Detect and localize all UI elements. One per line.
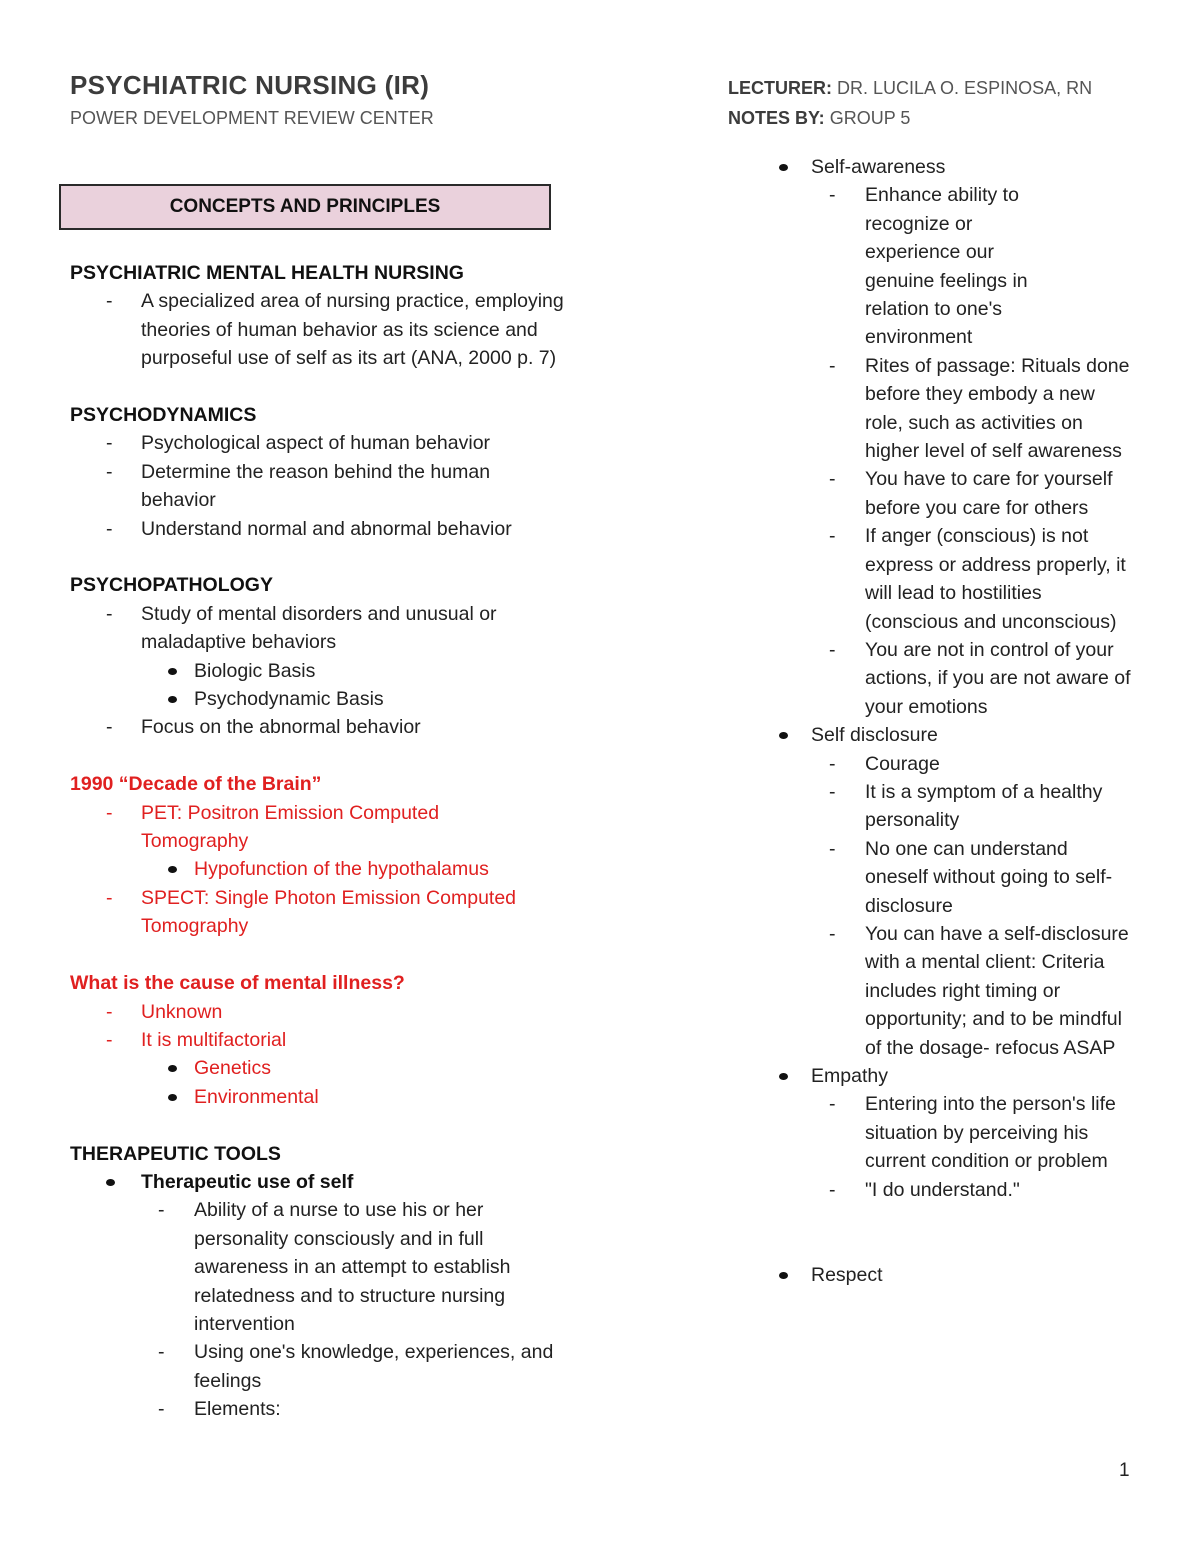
sub-list-item: Biologic Basis <box>70 657 570 685</box>
list-item: - Determine the reason behind the human behavior <box>70 458 570 515</box>
sub-list-item: - Elements: <box>70 1395 570 1423</box>
list-item: - Understand normal and abnormal behavior <box>70 515 570 543</box>
heading-decade-of-the-brain: 1990 “Decade of the Brain” <box>70 773 322 796</box>
list-item: Therapeutic use of self <box>70 1168 570 1196</box>
sub-list-item: - No one can understand oneself without going to self-disclosure <box>776 835 1136 920</box>
heading-psychodynamics: PSYCHODYNAMICS <box>70 404 257 427</box>
list-item: Empathy <box>776 1062 1136 1090</box>
heading-pmhn: PSYCHIATRIC MENTAL HEALTH NURSING <box>70 262 464 284</box>
list-item: Self-awareness <box>776 153 1136 181</box>
notes-by-line <box>728 108 910 129</box>
heading-cause-of-mental-illness: What is the cause of mental illness? <box>70 972 405 995</box>
list-item: - Psychological aspect of human behavior <box>70 429 570 457</box>
list-item: - Focus on the abnormal behavior <box>70 713 570 741</box>
sub-list-item: - You have to care for yourself before you care for others <box>776 465 1136 522</box>
lecturer-value: DR. LUCILA O. ESPINOSA, RN <box>837 78 1093 98</box>
heading-psychopathology: PSYCHOPATHOLOGY <box>70 574 273 597</box>
sub-list-item: - Courage <box>776 750 1136 778</box>
list-item: - SPECT: Single Photon Emission Computed Tomography <box>70 884 570 941</box>
page-number: 1 <box>1119 1460 1130 1481</box>
sub-list-item: Hypofunction of the hypothalamus <box>70 855 570 883</box>
sub-list-item: - It is a symptom of a healthy personality <box>776 778 1136 835</box>
sub-list-item: - "I do understand." <box>776 1176 1136 1204</box>
list-item: - Study of mental disorders and unusual or maladaptive behaviors <box>70 600 570 657</box>
sub-list-item: Genetics <box>70 1054 570 1082</box>
right-column <box>776 153 1136 1289</box>
lecturer-label: LECTURER: <box>728 78 832 98</box>
section-banner: CONCEPTS AND PRINCIPLES <box>59 184 551 230</box>
list-item: - It is multifactorial <box>70 1026 570 1054</box>
sub-list-item: Psychodynamic Basis <box>70 685 570 713</box>
list-item: - A specialized area of nursing practice, employing theories of human behavior as its science and purposeful use of self as its art (ANA, 2000 p. 7) <box>70 287 570 372</box>
sub-list-item: - You are not in control of your actions, if you are not aware of your emotions <box>776 636 1136 721</box>
notes-by-value: GROUP 5 <box>829 108 911 128</box>
heading-therapeutic-tools: THERAPEUTIC TOOLS <box>70 1142 281 1165</box>
list-item: Self disclosure <box>776 721 1136 749</box>
sub-list-item: - Entering into the person's life situation by perceiving his current condition or problem <box>776 1090 1136 1175</box>
sub-list-item: - Enhance ability to recognize or experience our genuine feelings in relation to one's environment <box>776 181 1136 351</box>
list-item: - Unknown <box>70 998 570 1026</box>
sub-list-item: - If anger (conscious) is not express or address properly, it will lead to hostilities (conscious and unconscious) <box>776 522 1136 636</box>
list-item: - PET: Positron Emission Computed Tomography <box>70 799 570 856</box>
sub-list-item: - Rites of passage: Rituals done before they embody a new role, such as activities on higher level of self awareness <box>776 352 1136 466</box>
lecturer-line <box>728 78 1092 99</box>
left-column <box>70 259 570 1424</box>
notes-by-label: NOTES BY: <box>728 108 825 128</box>
sub-list-item: Environmental <box>70 1083 570 1111</box>
sub-list-item: - Using one's knowledge, experiences, and feelings <box>70 1338 570 1395</box>
sub-list-item: - You can have a self-disclosure with a mental client: Criteria includes right timing or opportunity; and to be mindful of the dosage- refocus ASAP <box>776 920 1136 1062</box>
document-title: PSYCHIATRIC NURSING (IR) <box>70 70 430 100</box>
list-item: Respect <box>776 1261 1136 1289</box>
document-subtitle: POWER DEVELOPMENT REVIEW CENTER <box>70 108 434 128</box>
sub-list-item: - Ability of a nurse to use his or her personality consciously and in full awareness in an attempt to establish relatedness and to structure nursing intervention <box>70 1196 570 1338</box>
